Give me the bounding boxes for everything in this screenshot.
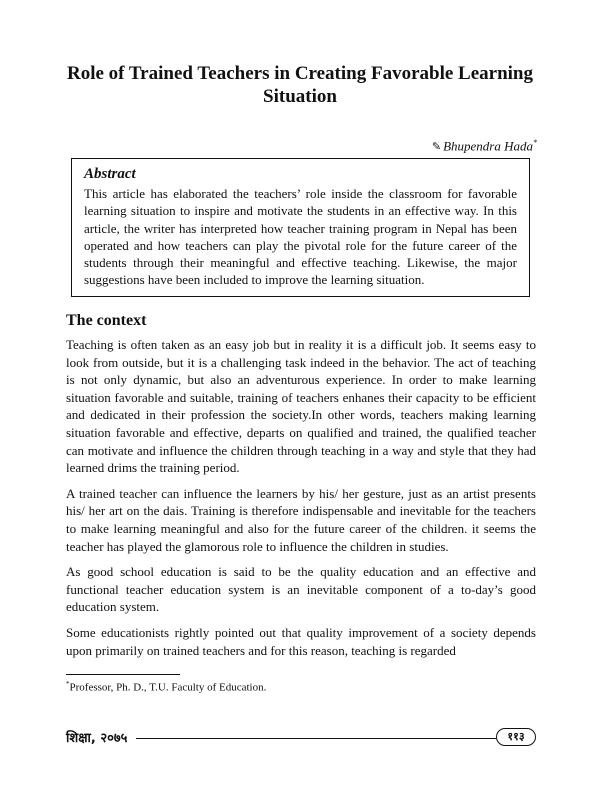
article-title: Role of Trained Teachers in Creating Favorable Learning Situation (66, 63, 534, 107)
body-text (66, 336, 536, 667)
journal-name: शिक्षा, २०७५ (66, 731, 128, 746)
pen-icon: ✎ (431, 141, 442, 154)
paragraph: Some educationists rightly pointed out that quality improvement of a society depends upon primarily on trained teachers and for this reason, teaching is regarded (66, 624, 536, 658)
abstract-box (71, 158, 530, 297)
author-line (432, 138, 537, 154)
abstract-text: This article has elaborated the teachers’ role inside the classroom for favorable learning situation to inspire and motivate the students in an effective way. In this article, the writer has interpreted how teacher training program in Nepal has been operated and how teachers can play the pivotal role for the future career of the students through their meaningful and effective teaching. Likewise, the major suggestions have been included to improve the learning situation. (84, 186, 517, 288)
footnote (66, 680, 266, 694)
footnote-divider (66, 674, 180, 675)
paragraph: A trained teacher can influence the learners by his/ her gesture, just as an artist presents his/ her art on the dais. Training is therefore indispensable and inevitable for the teachers to make learning meaningful and also for the future career of the children. it seems the teacher has played the glamorous role to influence the children in studies. (66, 485, 536, 554)
paragraph: Teaching is often taken as an easy job but in reality it is a difficult job. It seems easy to look from outside, but it is a challenging task indeed in the behavior. The act of teaching is not only dynamic, but also an adventurous experience. In order to make learning situation favorable and suitable, training of teachers enhanes their capacity to be efficient and dedicated in their profession the society.In other words, teachers making learning situation favorable and effective, departs on qualified and trained, the qualified teacher can motivate and influence the children through teaching in a way and style that they had learned drims the training period. (66, 337, 536, 476)
author-name: Bhupendra Hada (443, 138, 533, 154)
page-number: ११३ (496, 728, 536, 746)
section-heading: The context (66, 312, 147, 329)
page-footer (66, 726, 536, 750)
footnote-text: Professor, Ph. D., T.U. Faculty of Education. (69, 681, 267, 694)
footer-rule (136, 738, 496, 739)
paragraph: As good school education is said to be the quality education and an effective and functional teacher education system is an inevitable component of a to-day’s good education system. (66, 564, 536, 615)
abstract-heading: Abstract (84, 166, 136, 182)
author-marker: * (533, 138, 537, 147)
footnote-marker: * (66, 680, 70, 688)
